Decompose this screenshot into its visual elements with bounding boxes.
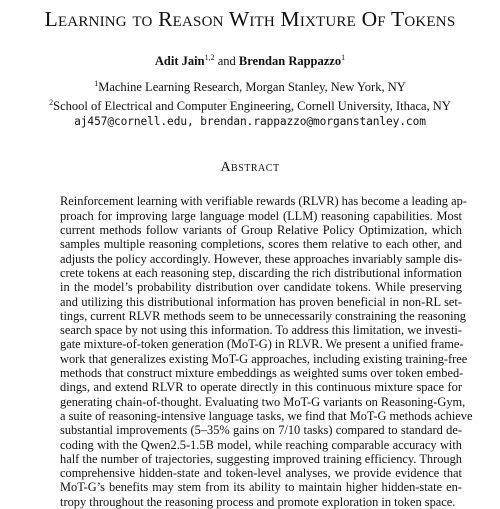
abstract-line: coding with the Qwen2.5-1.5B model, while reaching comparable accuracy with <box>60 437 462 452</box>
abstract-line: MoT-G’s benefits may stem from its ability to maintain higher hidden-state en- <box>60 480 462 495</box>
affiliation <box>18 95 482 114</box>
author-conjunction: and <box>217 54 236 69</box>
abstract-line: current methods follow variants of Group Relative Policy Optimization, which <box>60 223 462 238</box>
abstract-line: gate mixture-of-token generation (MoT-G) in RLVR. We present a unified frame- <box>60 337 464 352</box>
affiliation <box>18 76 482 95</box>
affiliation-text: School of Electrical and Computer Engineering, Cornell University, Ithaca, NY <box>53 99 451 114</box>
abstract-line: a suite of reasoning-intensive language tasks, we find that MoT-G methods achieve <box>60 408 473 423</box>
abstract-line: dings, and extend RLVR to operate directly in this continuous mixture space for <box>60 380 462 395</box>
abstract-line: in the model’s probability distribution over candidate tokens. While preserving <box>60 280 462 295</box>
author-line <box>18 50 482 69</box>
author-emails: aj457@cornell.edu, brendan.rappazzo@morganstanley.com <box>74 115 426 129</box>
author-name: Brendan Rappazzo <box>238 54 342 69</box>
abstract-line: methods that construct mixture embeddings as weighted sums over token embed- <box>60 366 464 381</box>
author-affiliation-marker: 1 <box>341 53 346 62</box>
abstract-line: Reinforcement learning with verifiable rewards (RLVR) has become a leading ap- <box>60 194 467 209</box>
abstract-line: search space by not using this information. To address this limitation, we investi- <box>60 323 462 338</box>
abstract-line: generating chain-of-thought. Evaluating two MoT-G variants on Reasoning-Gym, <box>60 394 466 409</box>
affiliation-marker: 2 <box>49 98 54 108</box>
author-name: Adit Jain <box>154 54 205 69</box>
abstract-line: tings, current RLVR methods seem to be unnecessarily constraining the reasoning <box>60 308 466 323</box>
affiliation-marker: 1 <box>94 79 99 89</box>
abstract-body <box>60 194 473 509</box>
abstract-line: comprehensive hidden-state and token-level analyses, we provide evidence that <box>60 466 462 481</box>
paper-title: Learning to Reason With Mixture Of Tokens <box>44 7 456 31</box>
author-affiliation-marker: 1,2 <box>204 53 215 62</box>
abstract-line: half the number of trajectories, suggesting improved training efficiency. Through <box>60 451 462 466</box>
abstract-line: proach for improving large language model (LLM) reasoning capabilities. Most <box>60 208 462 223</box>
abstract-line: samples multiple reasoning completions, scores them relative to each other, and <box>60 237 462 252</box>
abstract-line: crete tokens at each reasoning step, discarding the rich distributional information <box>60 265 462 280</box>
abstract-line: tropy throughout the reasoning process and promote exploration in token space. <box>60 494 456 509</box>
abstract-line: substantial improvements (5–35% gains on 7/10 tasks) compared to standard de- <box>60 423 462 438</box>
abstract-line: adjusts the policy accordingly. However, these approaches invariably sample dis- <box>60 251 463 266</box>
abstract-heading: Abstract <box>220 160 280 176</box>
abstract-line: and utilizing this distributional information has proven beneficial in non-RL set- <box>60 294 462 309</box>
abstract-line: work that generalizes existing MoT-G approaches, including existing training-free <box>60 351 468 366</box>
affiliations <box>18 76 482 114</box>
affiliation-text: Machine Learning Research, Morgan Stanley, New York, NY <box>98 80 406 95</box>
